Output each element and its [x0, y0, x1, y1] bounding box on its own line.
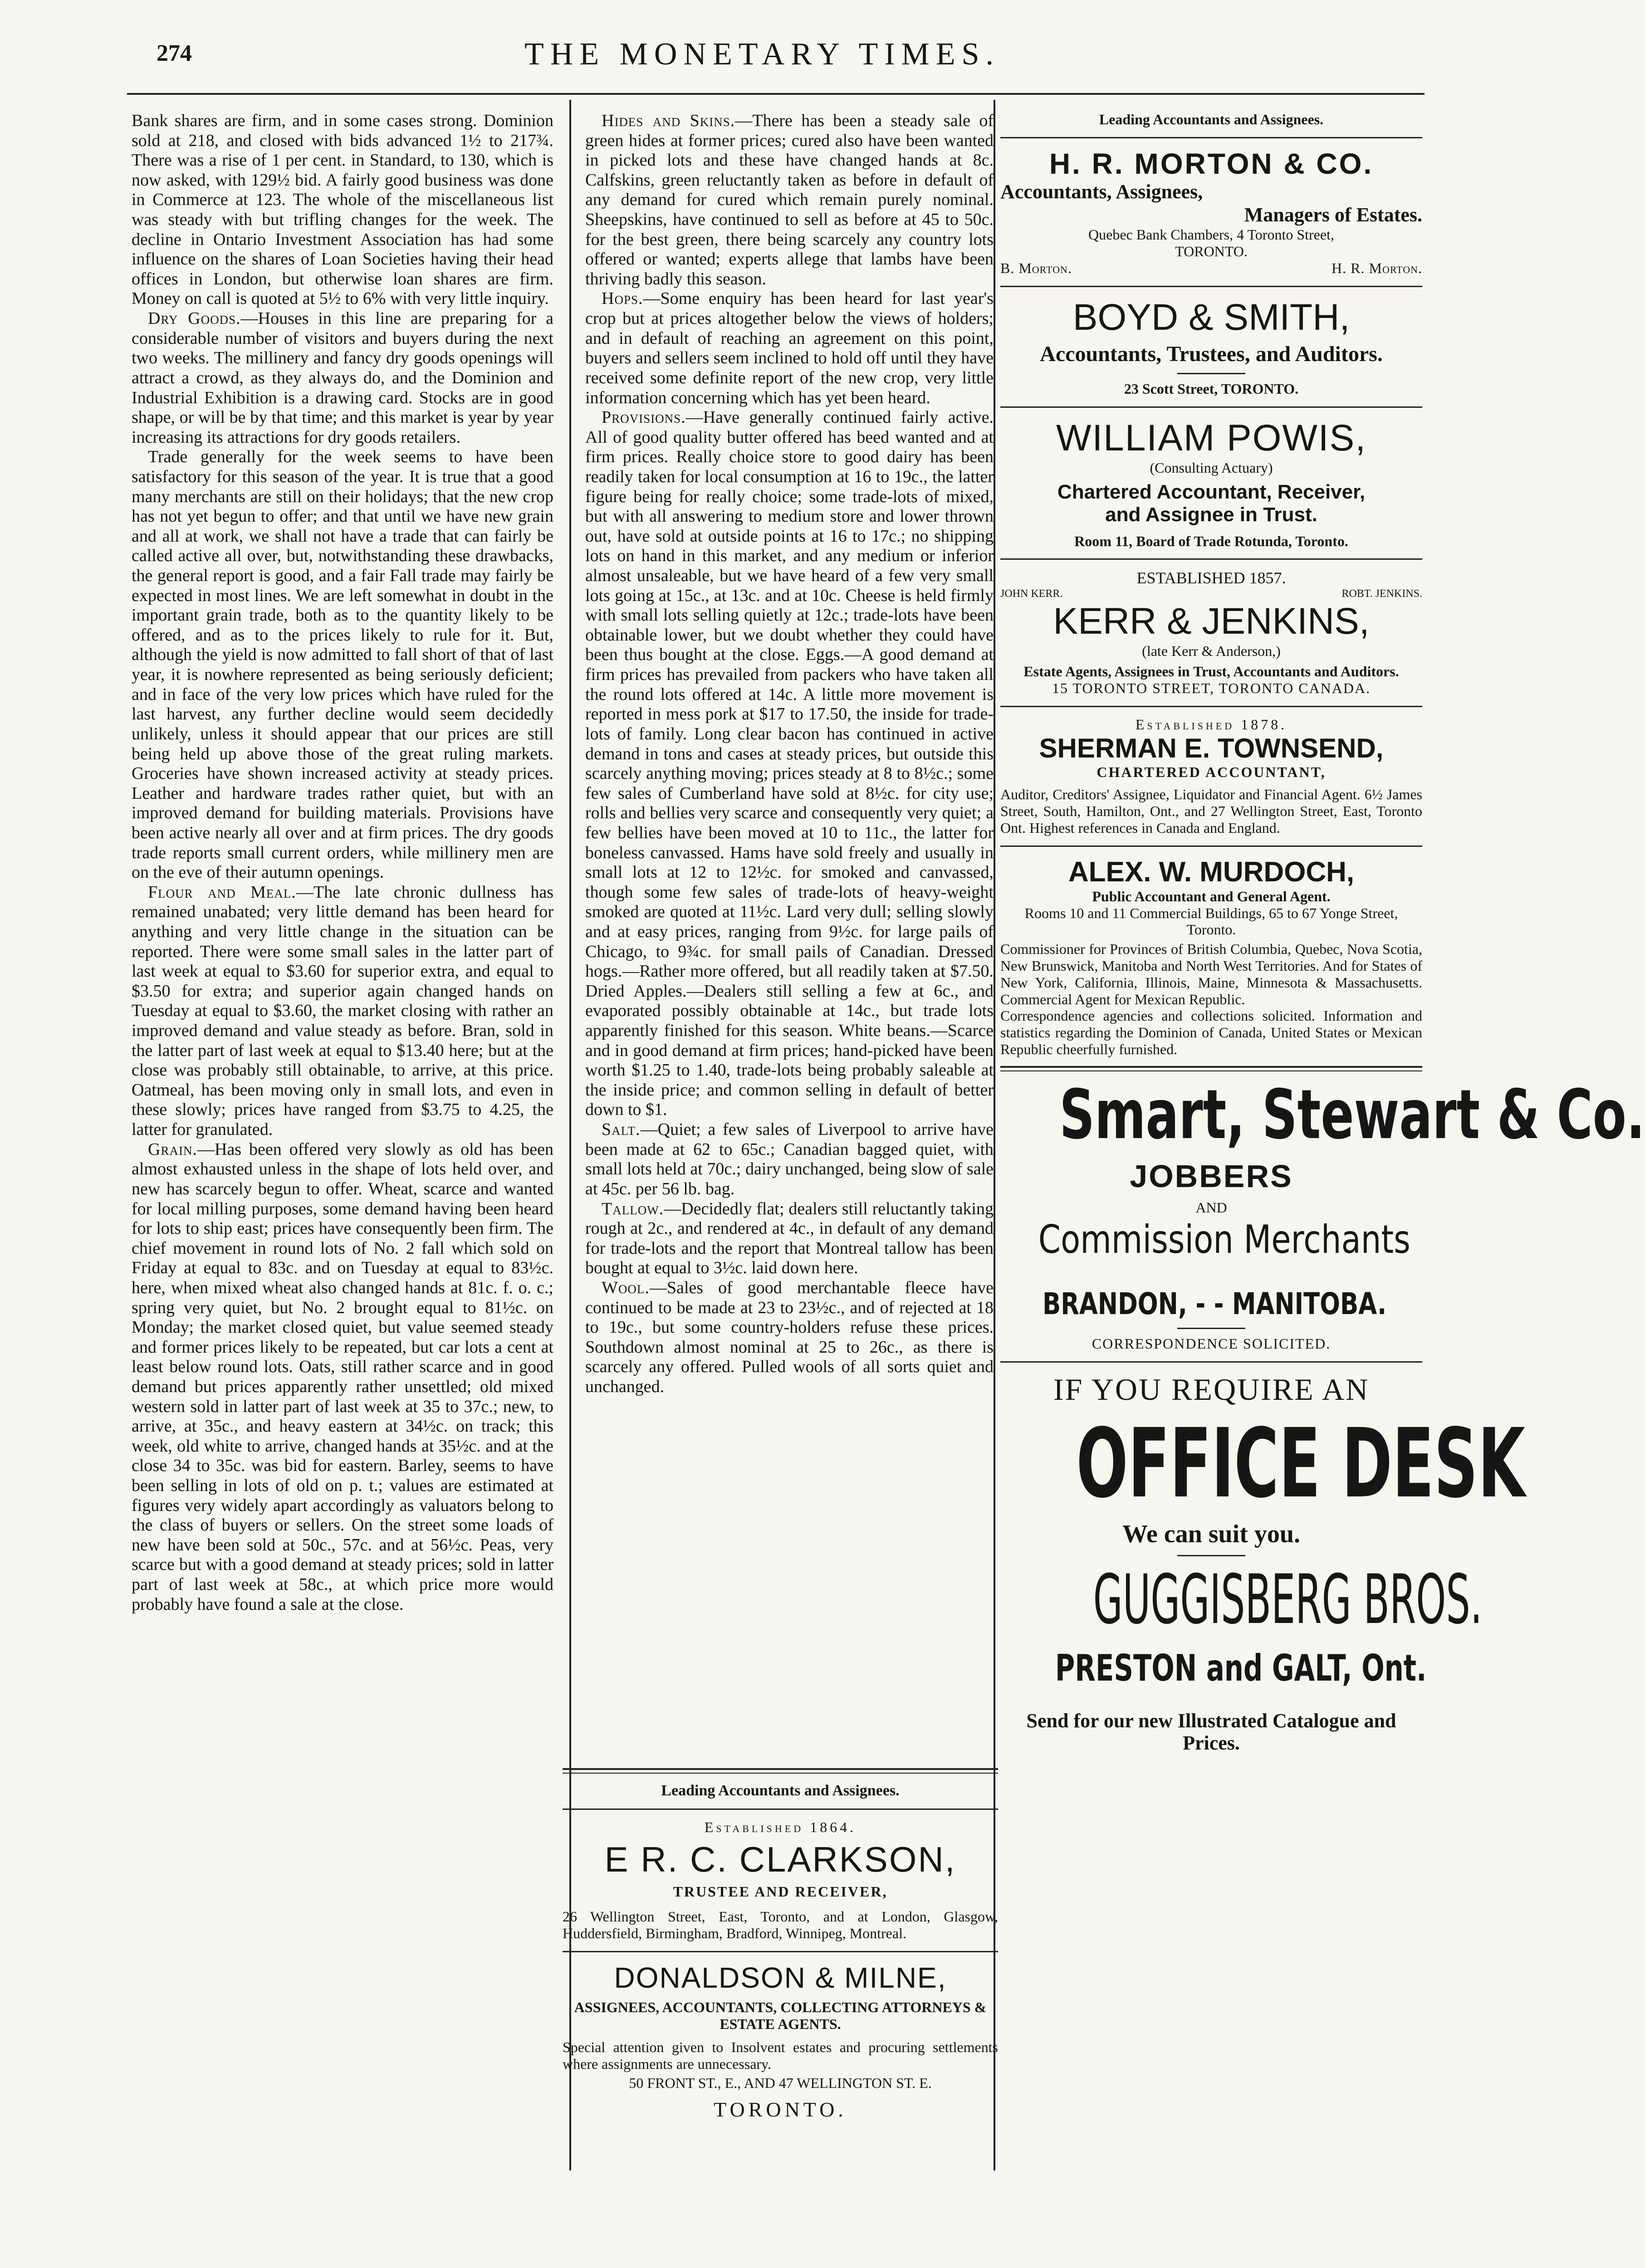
smart-stewart-name — [1000, 1075, 1645, 1154]
wool-text: —Sales of good merchantable fleece have continued to be made at 23 to 23½c., and of rejected at 18 to 19c., but some country-holders refuse these prices. Southdown almost nominal at 25 to 26c., as there is scarcely any offered. Pulled wools of all sorts quiet and unchanged. — [585, 1278, 994, 1396]
market-column-a — [132, 111, 553, 1614]
donaldson-name: DONALDSON & MILNE, — [614, 1961, 947, 1994]
header-rule — [127, 93, 1425, 95]
kerr-partner1: JOHN KERR. — [1000, 587, 1063, 600]
ad-separator — [563, 1951, 998, 1952]
murdoch-description-2: Correspondence agencies and collections solicited. Information and statistics regarding the Dominion of Canada, United States or Mexican Republic cheerfully furnished. — [1000, 1007, 1422, 1057]
clarkson-subtitle: TRUSTEE AND RECEIVER, — [673, 1883, 888, 1900]
wool-paragraph — [585, 1278, 994, 1397]
kerr-description: Estate Agents, Assignees in Trust, Accountants and Auditors. — [1023, 663, 1399, 680]
townsend-subtitle: CHARTERED ACCOUNTANT, — [1097, 764, 1326, 781]
hides-text: —There has been a steady sale of green hides at former prices; cured also have been wanted in picked lots and these have changed hands at 8c. Calfskins, green reluctantly taken as before in default of any demand for cured which remain purely nominal. Sheepskins, have continued to sell as before at 45 to 50c. for the best green, there being scarcely any country lots offered or wanted; experts allege that lambs have been thriving badly this season. — [585, 111, 994, 288]
double-rule — [563, 1768, 998, 1774]
desk-product-text: OFFICE DESK — [1076, 1408, 1525, 1519]
morton-partner1: B. Morton. — [1000, 259, 1072, 276]
smart-city: BRANDON, — [1043, 1286, 1187, 1322]
smart-province: MANITOBA. — [1232, 1286, 1387, 1322]
townsend-name: SHERMAN E. TOWNSEND, — [1039, 733, 1384, 763]
powis-name: WILLIAM POWIS, — [1056, 417, 1367, 459]
dry-goods-heading: Dry Goods. — [148, 309, 241, 328]
grain-text: —Has been offered very slowly as old has been almost exhausted unless in the shape of lots held over, and new has scarcely begun to offer. Wheat, scarce and wanted for local milling purposes, some demand having been heard for lots to ship east; prices have consequently been firm. The chief movement in round lots of No. 2 fall which sold on Friday at equal to 83c. and on Tuesday at equal to 83½c. here, when mixed wheat also changed hands at 81c. f. o. c.; spring very quiet, but No. 2 brought equal to 81½c. on Monday; the market closed quiet, but value seemed steady and former prices likely to be repeated, but car lots a cent at least below round lots. Oats, still rather scarce and in good demand but prices apparently rather unsettled; old mixed western sold in latter part of last week at 35 to 37c.; new, to arrive, at 35c., and heavy eastern at 34½c. on track; this week, old white to arrive, changed hands at 35½c. and at the close 34 to 35c. was bid for eastern. Barley, seems to have been selling in lots of old on p. t.; values are estimated at figures very widely apart accordingly as valuators belong to the class of buyers or sellers. On the street some loads of new have been sold at 50c., 57c. and at 56½c. Peas, very scarce but with a good demand at steady prices; sold in latter part of last week at 58c., at which price more would probably have found a sale at the close. — [132, 1139, 553, 1614]
powis-subtitle: (Consulting Actuary) — [1150, 459, 1273, 476]
boyd-subtitle: Accountants, Trustees, and Auditors. — [1040, 342, 1383, 366]
tallow-heading: Tallow. — [602, 1199, 664, 1218]
kerr-name: KERR & JENKINS, — [1053, 601, 1370, 642]
provisions-text: —Have generally continued fairly active. All of good quality butter offered has beed wanted and at firm prices. Really choice store to good dairy has been readily taken for local consumption at 16 to 19c., the latter figure being for really choice; some trade-lots of mixed, but with all answering to medium store and lower thrown out, have sold at outside points at 16 to 17c.; no shipping lots on hand in this market, and any medium or inferior almost unsaleable, but we have heard of a few very small lots going at 15c., at 13c. and at 10c. Cheese is held firmly with small lots selling quietly at 12c.; trade-lots have been obtainable lower, but we doubt whether they could have been thus bought at the close. Eggs.—A good demand at firm prices has prevailed from packers who have taken all the round lots offered at 14c. A little more movement is reported in mess pork at $17 to 17.50, the inside for trade-lots of family. Long clear bacon has continued in active demand in tons and cases at steady prices, but outside this scarcely anything moving; prices steady at 8 to 8½c.; some few sales of Cumberland have sold at 8½c. for city use; rolls and bellies very scarce and consequently very quiet; a few bellies have been moved at 10 to 11c., the latter for boneless canvassed. Hams have sold freely and usually in small lots at 12 to 12½c. for smoked and canvassed, though some few sales of trade-lots of heavy-weight smoked are quoted at 11½c. Lard very dull; selling slowly and at easy prices, ranging from 9½c. for large pails of Chicago, to 9¾c. for small pails of Canadian. Dressed hogs.—Rather more offered, but all readily taken at $7.50. Dried Apples.—Dealers still selling a few at 6c., and evaporated possibly obtainable at 14c., but trade lots apparently finished for this season. White beans.—Scarce and in good demand at firm prices; hand-picked have been worth $1.25 to 1.40, trade-lots being probably saleable at the inside price; and common selling in default of better down to $1. — [585, 408, 994, 1119]
guggisberg-send: Send for our new Illustrated Catalogue and Prices. — [1026, 1710, 1396, 1754]
ad-separator — [1000, 286, 1422, 287]
wool-heading: Wool. — [602, 1278, 650, 1297]
flour-paragraph — [132, 883, 553, 1140]
murdoch-description-1: Commissioner for Provinces of British Columbia, Quebec, Nova Scotia, New Brunswick, Manitoba and North West Territories. And for States of New York, California, Illinois, Maine, Minnesota & Massachusetts. Commercial Agent for Mexican Republic. — [1000, 941, 1422, 1007]
clarkson-address: 26 Wellington Street, East, Toronto, and at London, Glasgow, Huddersfield, Birmingham, Bradford, Winnipeg, Montreal. — [563, 1908, 998, 1942]
market-column-b — [585, 111, 994, 1397]
donaldson-subtitle: ASSIGNEES, ACCOUNTANTS, COLLECTING ATTORNEYS & ESTATE AGENTS. — [574, 1999, 987, 2033]
salt-paragraph — [585, 1120, 994, 1199]
smart-commission-text: Commission Merchants — [1038, 1217, 1410, 1263]
kerr-partners — [1000, 588, 1422, 601]
masthead-title: THE MONETARY TIMES. — [524, 37, 1000, 72]
townsend-description: Auditor, Creditors' Assignee, Liquidator and Financial Agent. 6½ James Street, South, Hamilton, Ont., and 27 Wellington Street, East, Toronto Ont. Highest references in Canada and England. — [1000, 786, 1422, 836]
smart-jobbers: JOBBERS — [1130, 1158, 1293, 1194]
powis-line2: and Assignee in Trust. — [1105, 503, 1317, 526]
murdoch-address: Rooms 10 and 11 Commercial Buildings, 65 to 67 Yonge Street, Toronto. — [1024, 904, 1398, 938]
bank-shares-paragraph: Bank shares are firm, and in some cases strong. Dominion sold at 218, and closed with bids advanced 1½ to 217¾. There was a rise of 1 per cent. in Standard, to 130, which is now asked, with 129½ bid. A fairly good business was done in Commerce at 123. The whole of the miscellaneous list was steady with but trifling changes for the week. The decline in Ontario Investment Association has had some influence on the shares of Loan Societies having their head offices in London, but otherwise loan shares are firm. Money on call is quoted at 5½ to 6% with very little inquiry. — [132, 111, 553, 308]
desk-suit: We can suit you. — [1122, 1520, 1301, 1548]
ad-short-rule — [1177, 1328, 1245, 1329]
kerr-subtitle: (late Kerr & Anderson,) — [1142, 643, 1281, 660]
hops-paragraph — [585, 289, 994, 408]
hides-heading: Hides and Skins. — [602, 111, 735, 130]
smart-correspondence: CORRESPONDENCE SOLICITED. — [1092, 1335, 1331, 1352]
boyd-name: BOYD & SMITH, — [1072, 296, 1350, 338]
leading-accountants-heading-mid: Leading Accountants and Assignees. — [661, 1782, 900, 1799]
donaldson-address: 50 FRONT ST., E., AND 47 WELLINGTON ST. E. — [629, 2075, 932, 2092]
morton-partner2: H. R. Morton. — [1332, 259, 1422, 276]
morton-line1: Accountants, Assignees, — [1000, 181, 1203, 203]
ad-short-rule — [1177, 1555, 1245, 1556]
powis-line1: Chartered Accountant, Receiver, — [1057, 480, 1366, 503]
smart-commission-merchants — [1000, 1218, 1422, 1261]
townsend-established: Established 1878. — [1135, 716, 1288, 733]
guggisberg-name — [1000, 1560, 1483, 1639]
morton-line2: Managers of Estates. — [1244, 203, 1422, 226]
dry-goods-text: —Houses in this line are preparing for a considerable number of visitors and buyers during the next two weeks. The millinery and fancy dry goods openings will attract a crowd, as they always do, and the Dominion and Industrial Exhibition is a drawing card. Stocks are in good shape, or will be by that time; and this market is year by year increasing its attractions for dry goods retailers. — [132, 309, 553, 447]
kerr-address: 15 TORONTO STREET, TORONTO CANADA. — [1052, 679, 1371, 696]
boyd-address: 23 Scott Street, TORONTO. — [1124, 380, 1299, 397]
clarkson-established: Established 1864. — [704, 1819, 857, 1836]
ad-short-rule — [1177, 373, 1245, 374]
ad-separator — [563, 1809, 998, 1810]
hides-paragraph — [585, 111, 994, 289]
guggisberg-place-text: PRESTON and GALT, Ont. — [1055, 1647, 1427, 1690]
kerr-established: ESTABLISHED 1857. — [1136, 569, 1286, 587]
morton-address: Quebec Bank Chambers, 4 Toronto Street, — [1088, 226, 1334, 243]
dry-goods-paragraph — [132, 309, 553, 447]
hops-text: —Some enquiry has been heard for last year's crop but at prices altogether below the views of holders; and in default of reaching an agreement on this point, buyers and sellers seem inclined to hold off until they have received some definite report of the new crop, very little information concerning which has yet been heard. — [585, 289, 994, 407]
accountants-ads-middle — [563, 1760, 998, 2122]
kerr-partner2: ROBT. JENKINS. — [1341, 587, 1422, 600]
donaldson-description: Special attention given to Insolvent estates and procuring settlements where assignments are unnecessary. — [563, 2038, 998, 2072]
smart-and: AND — [1195, 1199, 1227, 1216]
hops-heading: Hops. — [602, 289, 643, 308]
tallow-paragraph — [585, 1199, 994, 1278]
leading-accountants-heading-right: Leading Accountants and Assignees. — [1099, 111, 1324, 127]
flour-text: —The late chronic dullness has remained unabated; very little demand has been heard for anything and very little change in the situation can be reported. There were some small sales in the latter part of last week at equal to $3.60 for superior extra, and equal to $3.50 for extra; and superior again changed hands on Tuesday at equal to $3.60, the market closing with rather an improved demand and value steady as before. Bran, sold in the latter part of last week at equal to $13.40 here; but at the close was probably still obtainable, to arrive, at this price. Oatmeal, has been moving only in small lots, and even in these slowly; prices have ranged from $3.75 to 4.25, the latter for granulated. — [132, 882, 553, 1139]
smart-sep: - - — [1195, 1286, 1224, 1322]
smart-stewart-name-text: Smart, Stewart & Co. — [1059, 1075, 1645, 1154]
smart-location — [1000, 1287, 1422, 1321]
clarkson-name: E R. C. CLARKSON, — [604, 1839, 956, 1879]
smart-location-text — [1043, 1286, 1387, 1322]
ad-separator — [1000, 706, 1422, 707]
morton-partners — [1000, 260, 1422, 277]
donaldson-city: TORONTO. — [714, 2098, 847, 2121]
ad-separator — [1000, 846, 1422, 847]
ad-separator — [1000, 1361, 1422, 1363]
salt-heading: Salt. — [602, 1120, 641, 1139]
tallow-text: —Decidedly flat; dealers still reluctantly taking rough at 2c., and rendered at 4c., in default of any demand for trade-lots and the report that Montreal tallow has been bought at equal to 3½c. laid down here. — [585, 1199, 994, 1278]
ad-separator — [1000, 406, 1422, 408]
murdoch-subtitle: Public Accountant and General Agent. — [1092, 888, 1331, 904]
powis-address: Room 11, Board of Trade Rotunda, Toronto. — [1074, 533, 1348, 549]
ad-separator — [1000, 558, 1422, 560]
murdoch-name: ALEX. W. MURDOCH, — [1068, 856, 1355, 888]
accountants-ads-right — [1000, 111, 1645, 1754]
ad-separator — [1000, 137, 1422, 138]
double-rule — [1000, 1066, 1422, 1071]
provisions-heading: Provisions. — [602, 408, 686, 427]
morton-name: H. R. MORTON & CO. — [1049, 147, 1374, 180]
page-number: 274 — [157, 40, 192, 66]
grain-paragraph — [132, 1140, 553, 1615]
guggisberg-name-text: GUGGISBERG BROS. — [1093, 1560, 1483, 1639]
trade-paragraph: Trade generally for the week seems to have been satisfactory for this season of the year. It is true that a good many merchants are still on their holidays; that the new crop has not yet begun to offer; and that until we have new grain and all at work, we shall not have a trade that can fairly be called active all over, but, notwithstanding these drawbacks, the general report is good, and a fair Fall trade may fairly be expected in most lines. We are left somewhat in doubt in the important grain trade, both as to the quantity likely to be offered, and as to the prices likely to rule for it. But, although the yield is now admitted to fall short of that of last year, it is nowhere represented as being seriously deficient; and in face of the very low prices which have ruled for the last harvest, any further decline would seem decidedly unlikely, unless it should appear that our prices are still being held up above those of the great ruling markets. Groceries have shown increased activity at steady prices. Leather and hardware trades rather quiet, but with an improved demand for building materials. Provisions have been active nearly all over and at firm prices. The dry goods trade reports small current orders, while millinery men are on the eve of their autumn openings. — [132, 447, 553, 882]
salt-text: —Quiet; a few sales of Liverpool to arrive have been made at 62 to 65c.; Canadian bagged quiet, with small lots held at 70c.; dairy unchanged, being slow of sale at 45c. per 56 lb. bag. — [585, 1120, 994, 1198]
morton-city: TORONTO. — [1175, 243, 1248, 259]
grain-heading: Grain. — [148, 1139, 197, 1159]
provisions-paragraph — [585, 408, 994, 1120]
desk-lead: IF YOU REQUIRE AN — [1053, 1372, 1370, 1407]
flour-heading: Flour and Meal. — [148, 882, 296, 902]
guggisberg-place — [1000, 1647, 1427, 1690]
desk-product — [1000, 1408, 1525, 1519]
